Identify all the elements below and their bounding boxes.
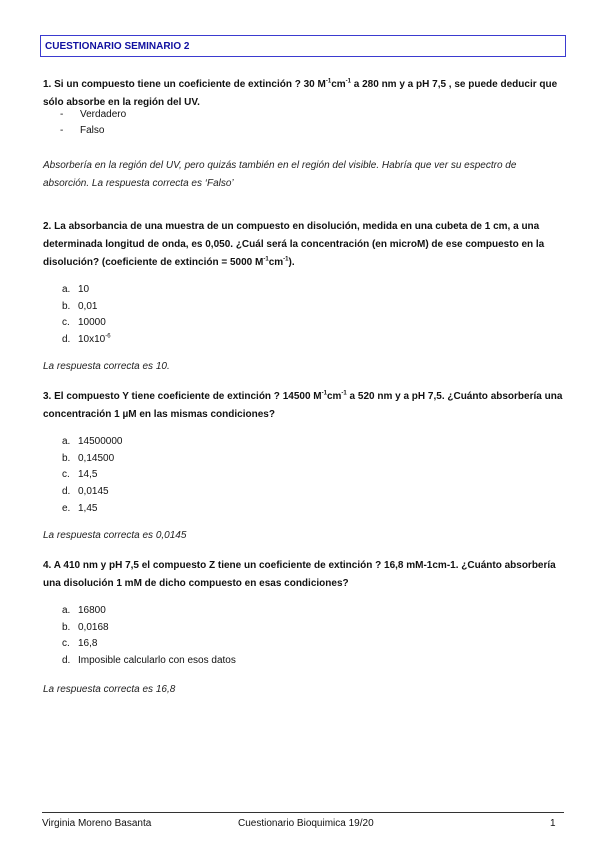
option-b: b. 0,14500 (62, 452, 115, 464)
option-d: d. 0,0145 (62, 486, 109, 498)
option-c: c. 14,5 (62, 469, 98, 481)
option-false: - Falso (60, 125, 105, 136)
option-d: d. $10x10^{-6}$ (62, 333, 111, 346)
option-a: a. 10 (62, 284, 90, 295)
question-1: 1. Si un compuesto tiene un coeficiente de extinción ? 30 $M^{-1}cm^{-1}$ a 280 nm y a pH 7,5 , se puede deducir que sólo absorbe en la región del UV. (43, 78, 558, 108)
answer-1: Absorbería en la región del UV, pero quizás también en el región del visible. Habría que ver su espectro de absorción. La respuesta correcta es ‘Falso’ (43, 160, 517, 189)
page-title: CUESTIONARIO SEMINARIO 2 (40, 35, 566, 57)
question-4: 4. A 410 nm y pH 7,5 el compuesto Z tiene un coeficiente de extinción ? 16,8 mM-1cm-1. ¿Cuánto absorbería una disolución 1 mM de dicho compuesto en esas condiciones? (43, 560, 556, 589)
footer-title: Cuestionario Bioquimica 19/20 (238, 818, 374, 829)
page-number: 1 (550, 818, 556, 829)
answer-3: La respuesta correcta es 0,0145 (43, 530, 187, 541)
option-c: c. 16,8 (62, 638, 98, 650)
option-a: a. 14500000 (62, 436, 123, 447)
answer-2: La respuesta correcta es 10. (43, 361, 170, 372)
question-2: 2. La absorbancia de una muestra de un compuesto en disolución, medida en una cubeta de 1 cm, a una determinada longitud de onda, es 0,050. ¿Cuál será la concentración (en microM) de ese compuesto en la disolución? (coeficiente de extinción = 5000 $M^{-1}cm^{-1}$). (43, 221, 545, 268)
question-1-options (60, 107, 126, 139)
option-a: a. 16800 (62, 605, 106, 616)
option-c: c. 10000 (62, 317, 106, 329)
question-4-options (62, 603, 236, 670)
answer-4: La respuesta correcta es 16,8 (43, 684, 176, 695)
option-d: d. Imposible calcularlo con esos datos (62, 655, 236, 667)
option-b: b. 0,0168 (62, 621, 109, 633)
question-3: 3. El compuesto Y tiene coeficiente de extinción ? 14500 $M^{-1}cm^{-1}$ a 520 nm y a pH 7,5. ¿Cuánto absorbería una concentración 1 µM en las mismas condiciones? (43, 390, 563, 420)
question-3-options (62, 434, 123, 518)
option-e: e. 1,45 (62, 502, 98, 514)
question-2-options (62, 282, 111, 349)
option-true: - Verdadero (60, 109, 127, 120)
footer-author: Virginia Moreno Basanta (42, 818, 152, 829)
option-b: b. 0,01 (62, 300, 98, 312)
footer-divider (42, 812, 564, 813)
